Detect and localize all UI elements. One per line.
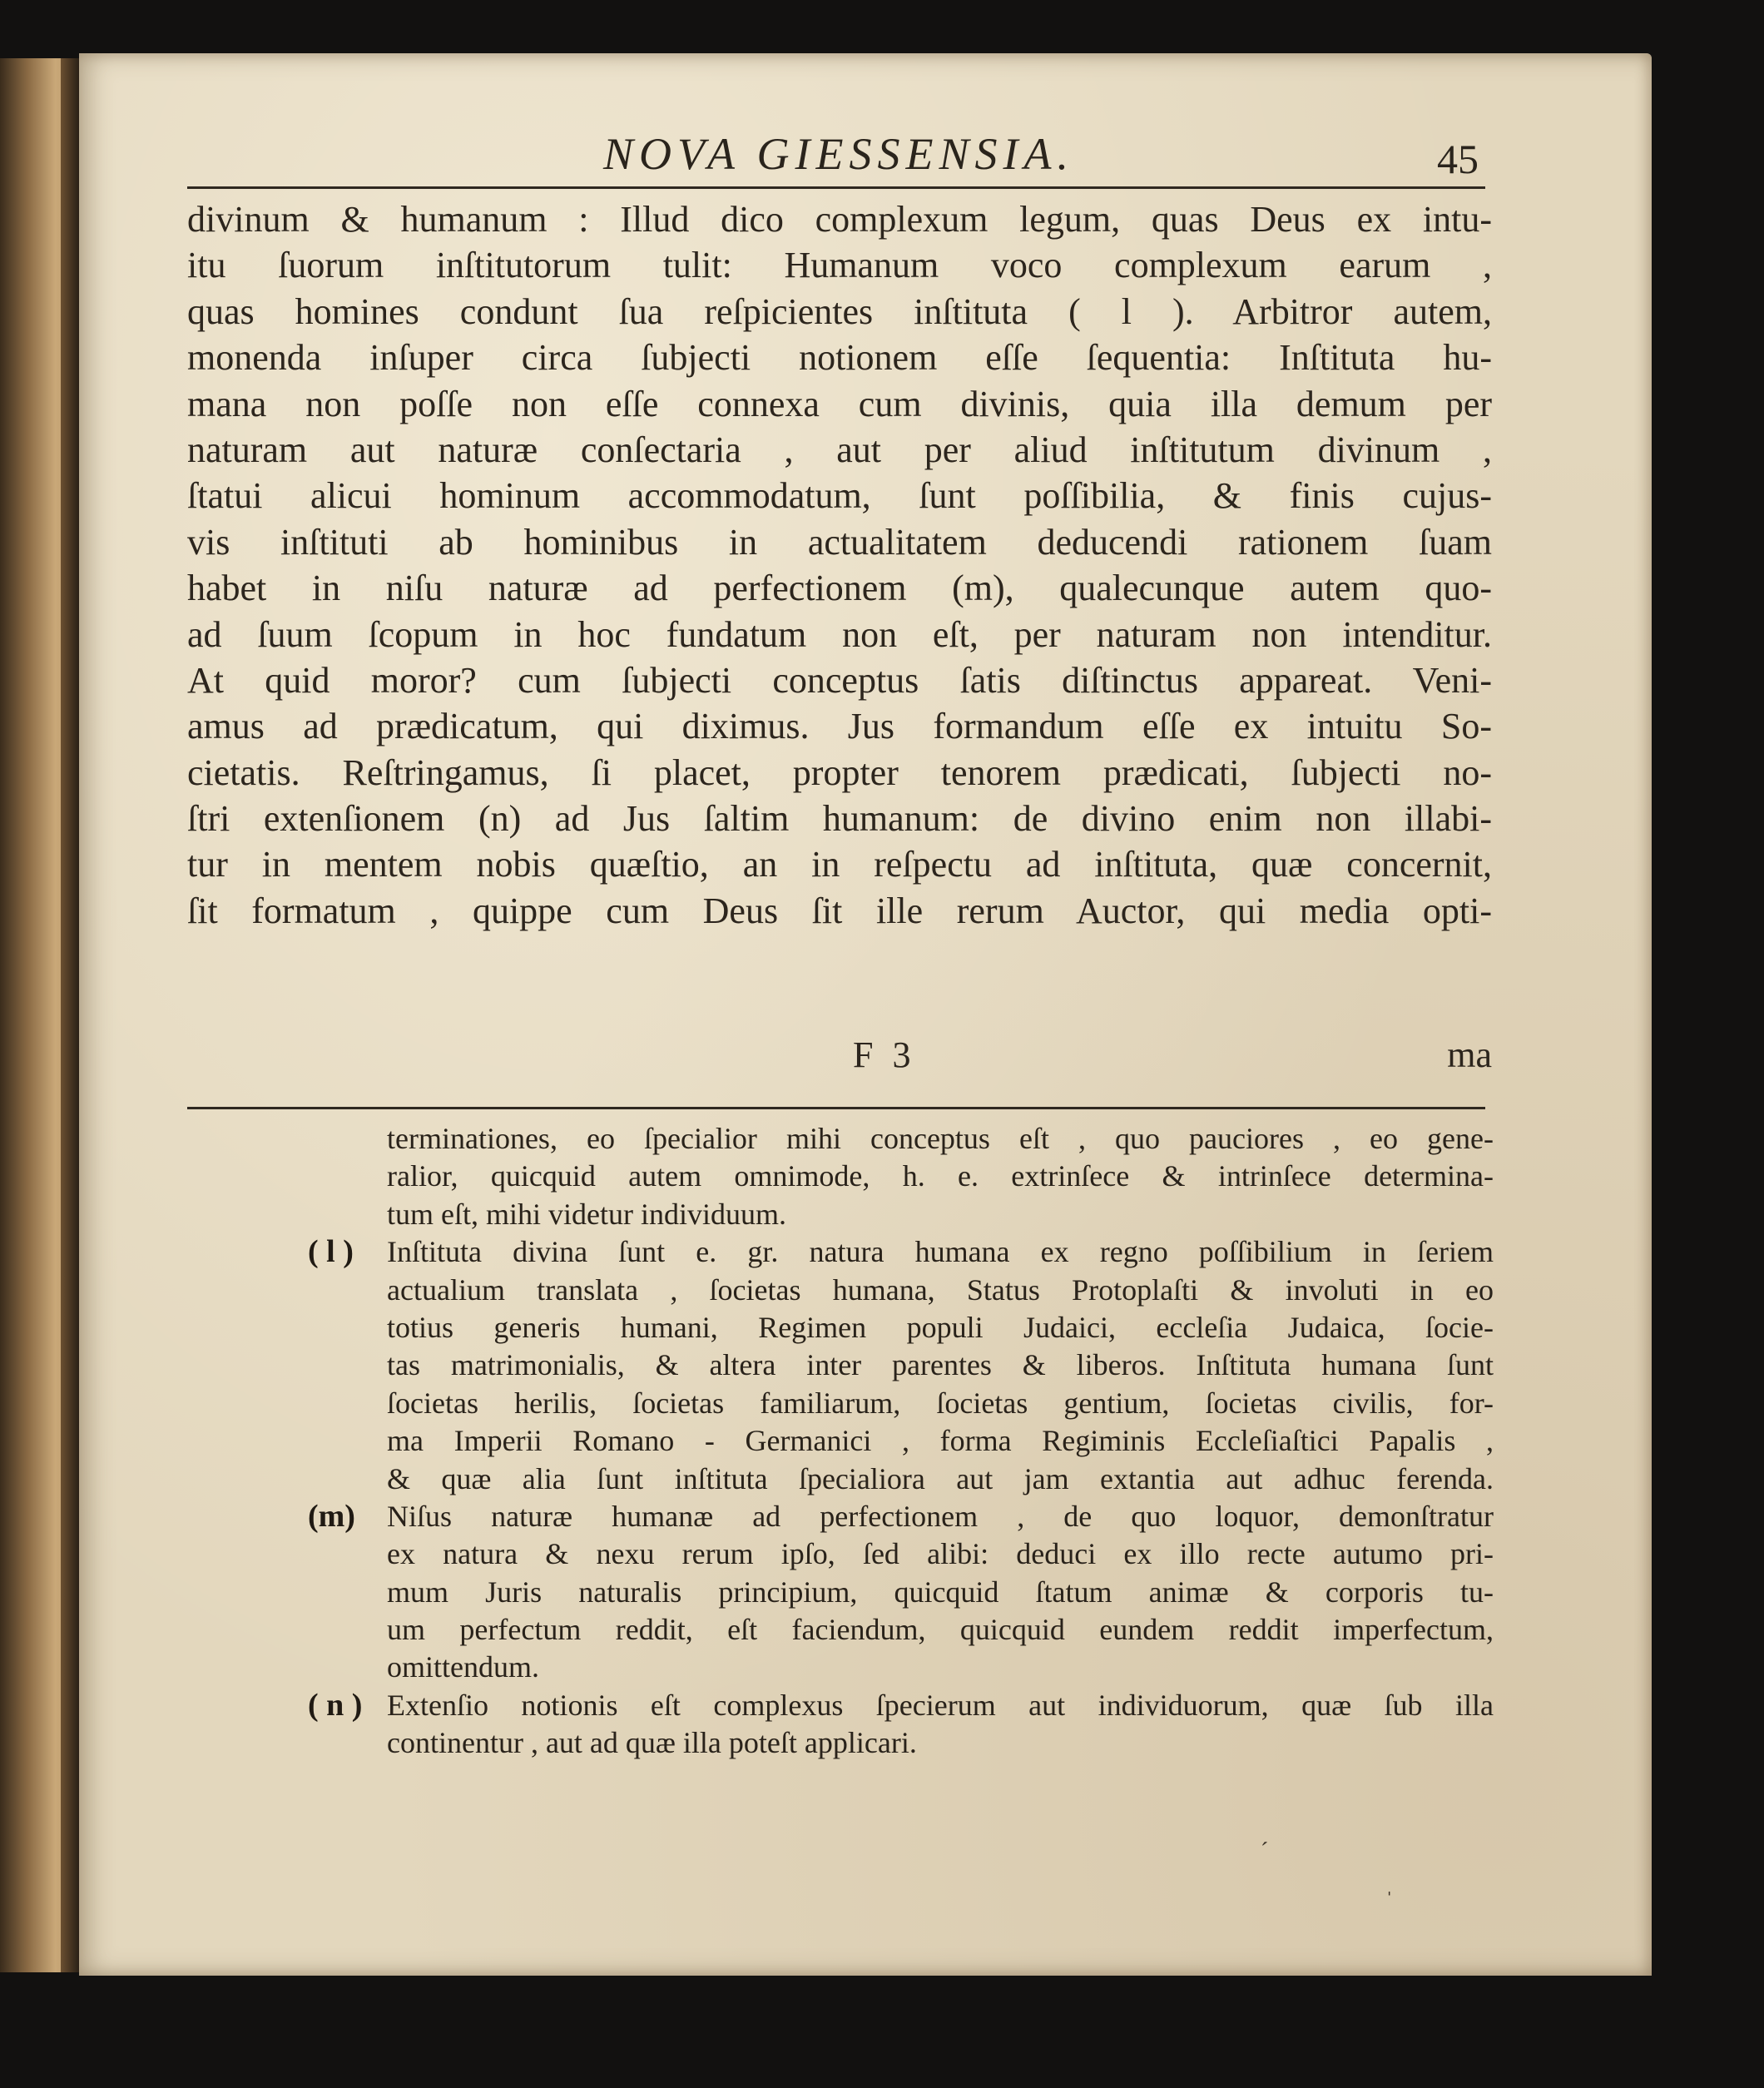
footnote-text: tas matrimonialis, & altera inter parentes & liberos. Inſtituta humana ſunt: [387, 1348, 1494, 1382]
footnote-marker-n: ( n ): [308, 1687, 363, 1723]
text-line: naturam aut naturæ conſectaria , aut per aliud inſtitutum divinum ,: [187, 429, 1492, 470]
signature-row: [187, 1034, 1492, 1084]
footnote-rule: [187, 1107, 1485, 1109]
text-line: quas homines condunt ſua reſpicientes inſtituta ( l ). Arbitror autem,: [187, 290, 1492, 332]
footnote-text: continentur , aut ad quæ illa poteſt applicari.: [387, 1726, 917, 1760]
catchword: ma: [1447, 1034, 1492, 1075]
footnote-text: Niſus naturæ humanæ ad perfectionem , de quo loquor, demonſtratur: [387, 1499, 1494, 1533]
footnote-line: [187, 1649, 1494, 1686]
footnote-line: [187, 1272, 1494, 1309]
footnote-line: [187, 1535, 1494, 1573]
paper-speck: ˊ: [1261, 1838, 1269, 1864]
footnote-text: Extenſio notionis eſt complexus ſpecierum aut individuorum, quæ ſub illa: [387, 1688, 1494, 1722]
text-line: cietatis. Reſtringamus, ſi placet, propter tenorem prædicati, ſubjecti no-: [187, 751, 1492, 793]
text-line: monenda inſuper circa ſubjecti notionem eſſe ſequentia: Inſtituta hu-: [187, 337, 1492, 379]
footnote-line: [187, 1233, 1494, 1271]
text-line: At quid moror? cum ſubjecti conceptus ſatis diſtinctus appareat. Veni-: [187, 659, 1492, 701]
footnote-line: [187, 1687, 1494, 1724]
previous-page-edge: [0, 58, 79, 1972]
book-page: [79, 53, 1652, 1976]
running-head: NOVA GIESSENSIA.: [603, 129, 1074, 179]
footnote-text: ſocietas herilis, ſocietas familiarum, ſocietas gentium, ſocietas civilis, for-: [387, 1386, 1494, 1420]
header-rule: [187, 186, 1485, 189]
footnote-marker-l: ( l ): [308, 1234, 354, 1270]
text-line: ad ſuum ſcopum in hoc fundatum non eſt, per naturam non intenditur.: [187, 613, 1492, 655]
text-line: divinum & humanum : Illud dico complexum legum, quas Deus ex intu-: [187, 199, 1492, 240]
footnote-line: [187, 1120, 1494, 1158]
main-text-block: [187, 196, 1492, 934]
signature-mark: F 3: [853, 1034, 916, 1075]
text-line: vis inſtituti ab hominibus in actualitatem deducendi rationem ſuam: [187, 521, 1492, 563]
footnote-text: ex natura & nexu rerum ipſo, ſed alibi: deduci ex illo recte autumo pri-: [387, 1537, 1494, 1571]
text-line: tur in mentem nobis quæſtio, an in reſpectu ad inſtituta, quæ concernit,: [187, 844, 1492, 885]
text-line: ſit formatum , quippe cum Deus ſit ille rerum Auctor, qui media opti-: [187, 890, 1492, 931]
footnote-line: [187, 1422, 1494, 1460]
footnote-text: & quæ alia ſunt inſtituta ſpecialiora aut jam extantia aut adhuc ferenda.: [387, 1461, 1494, 1495]
text-line: itu ſuorum inſtitutorum tulit: Humanum voco complexum earum ,: [187, 245, 1492, 286]
footnote-line: [187, 1347, 1494, 1384]
text-line: ſtri extenſionem (n) ad Jus ſaltim humanum: de divino enim non illabi-: [187, 798, 1492, 840]
footnote-text: Inſtituta divina ſunt e. gr. natura humana ex regno poſſibilium in ſeriem: [387, 1235, 1494, 1269]
footnote-text: mum Juris naturalis principium, quicquid ſtatum animæ & corporis tu-: [387, 1575, 1494, 1609]
footnote-line: [187, 1196, 1494, 1233]
footnote-line: [187, 1385, 1494, 1422]
footnote-text: omittendum.: [387, 1650, 539, 1684]
page-number: 45: [1437, 136, 1479, 182]
footnote-text: tum eſt, mihi videtur individuum.: [387, 1197, 786, 1231]
footnote-line: [187, 1611, 1494, 1649]
footnote-marker-m: (m): [308, 1498, 355, 1534]
text-line: amus ad prædicatum, qui diximus. Jus formandum eſſe ex intuitu So-: [187, 706, 1492, 747]
text-line: habet in niſu naturæ ad perfectionem (m), qualecunque autem quo-: [187, 568, 1492, 609]
text-line: ſtatui alicui hominum accommodatum, ſunt poſſibilia, & finis cujus-: [187, 475, 1492, 517]
footnote-text: totius generis humani, Regimen populi Judaici, eccleſia Judaica, ſocie-: [387, 1310, 1494, 1344]
footnote-text: ralior, quicquid autem omnimode, h. e. extrinſece & intrinſece determina-: [387, 1159, 1494, 1193]
footnote-line: [187, 1574, 1494, 1611]
footnote-line: [187, 1158, 1494, 1195]
footnote-line: [187, 1724, 1494, 1762]
footnotes-block: [187, 1120, 1494, 1763]
footnote-text: terminationes, eo ſpecialior mihi conceptus eſt , quo pauciores , eo gene-: [387, 1122, 1494, 1155]
paper-speck: ˈ: [1385, 1888, 1394, 1914]
footnote-line: [187, 1461, 1494, 1498]
footnote-text: ma Imperii Romano - Germanici , forma Regiminis Eccleſiaſtici Papalis ,: [387, 1424, 1494, 1458]
footnote-line: [187, 1498, 1494, 1535]
text-line: mana non poſſe non eſſe connexa cum divinis, quia illa demum per: [187, 383, 1492, 424]
footnote-line: [187, 1309, 1494, 1347]
footnote-text: um perfectum reddit, eſt faciendum, quicquid eundem reddit imperfectum,: [387, 1613, 1494, 1647]
footnote-text: actualium translata , ſocietas humana, Status Protoplaſti & involuti in eo: [387, 1272, 1494, 1307]
